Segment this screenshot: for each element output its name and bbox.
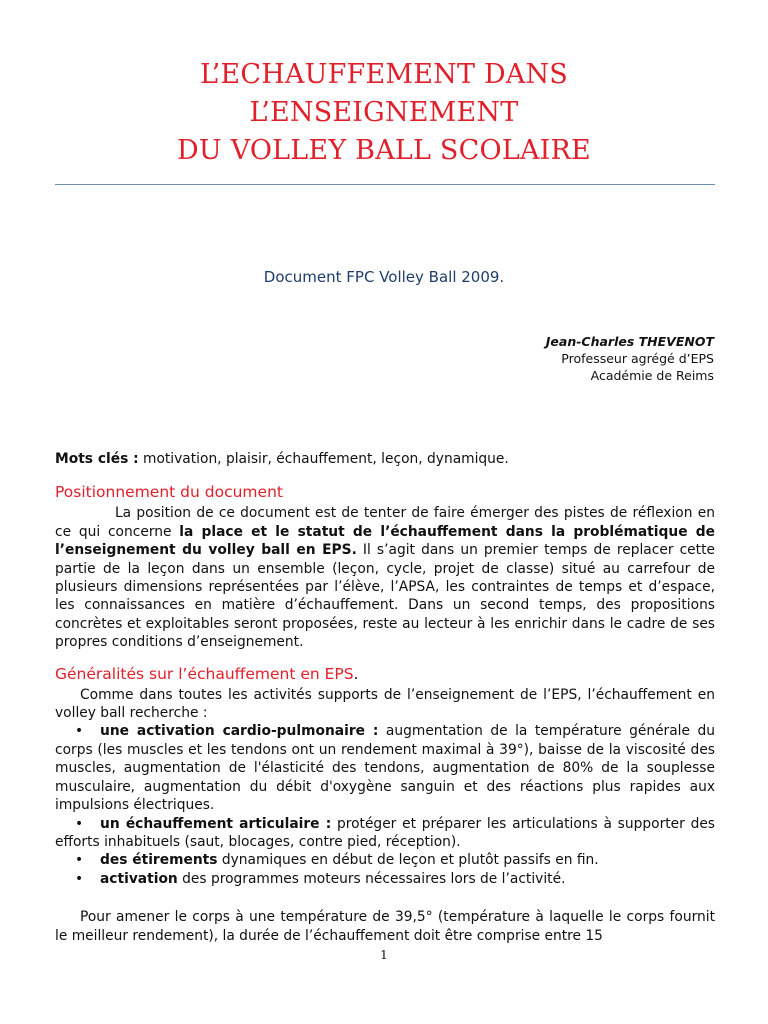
title-line-3: DU VOLLEY BALL SCOLAIRE xyxy=(177,135,591,166)
page-number: 1 xyxy=(380,948,388,962)
list-item-bold: un échauffement articulaire : xyxy=(100,815,332,832)
section1-text-bold: la place et le statut de l’échauffement dans la problématique de l’enseignement du volley ball en EPS. xyxy=(55,523,715,559)
list-item-text: augmentation de la température générale du corps (les muscles et les tendons ont un rendement maximal à 39°), baisse de la viscosité des muscles, augmentation de l'élasticité des tendons, augmentation de 80% de la souplesse musculaire, augmentation du débit d'oxygène sanguin et des réactions plus rapides aux impulsions électriques. xyxy=(55,723,715,814)
list-item-bold: une activation cardio-pulmonaire : xyxy=(100,723,379,740)
title-divider xyxy=(55,184,715,185)
list-item xyxy=(55,815,715,852)
list-item xyxy=(55,722,715,814)
author-institution: Académie de Reims xyxy=(590,368,714,383)
keywords-label: Mots clés : xyxy=(55,451,139,467)
author-role: Professeur agrégé d’EPS xyxy=(561,351,714,366)
bullet-icon: • xyxy=(75,870,84,887)
bullet-icon: • xyxy=(75,815,84,832)
document-body xyxy=(55,450,715,945)
author-block xyxy=(546,333,714,384)
title-line-1: L’ECHAUFFEMENT DANS xyxy=(199,59,569,90)
bullet-icon: • xyxy=(75,723,84,740)
list-item-text: dynamiques en début de leçon et plutôt passifs en fin. xyxy=(217,852,599,869)
list-item-bold: des étirements xyxy=(100,852,218,869)
section2-closing: Pour amener le corps à une température de 39,5° (température à laquelle le corps fournit le meilleur rendement), la durée de l’échauffement doit être comprise entre 15 xyxy=(55,909,715,944)
list-item-text: des programmes moteurs nécessaires lors de l’activité. xyxy=(177,870,566,887)
section1-text-c: Il s’agit dans un premier temps de replacer cette partie de la leçon dans un ensemble (leçon, cycle, projet de classe) situé au carrefour de plusieurs dimensions représentées par l’élève, l’APSA, les contraintes de temps et d’espace, les connaissances en matière d’échauffement. Dans un second temps, des propositions concrètes et exploitables seront proposées, reste au lecteur à les enrichir dans le cadre de ses propres conditions d’enseignement. xyxy=(55,542,715,651)
author-name: Jean-Charles THEVENOT xyxy=(545,334,714,349)
bullet-list xyxy=(55,722,715,888)
keywords-line xyxy=(55,450,715,468)
list-item xyxy=(55,870,715,888)
document-subtitle: Document FPC Volley Ball 2009. xyxy=(263,268,505,286)
section-heading-positionnement: Positionnement du document xyxy=(55,483,283,502)
document-title xyxy=(0,56,768,170)
list-item-text: protéger et préparer les articulations à supporter des efforts inhabituels (saut, blocages, contre pied, réception). xyxy=(55,815,715,850)
list-item xyxy=(55,851,715,869)
bullet-icon: • xyxy=(75,852,84,869)
section1-text-a: La position de ce document est de tenter de faire émerger des pistes de réflexion en ce qui concerne xyxy=(55,505,715,540)
section-heading-generalites: Généralités sur l’échauffement en EPS. xyxy=(55,664,359,683)
title-line-2: L’ENSEIGNEMENT xyxy=(249,97,519,128)
keywords-text: motivation, plaisir, échauffement, leçon, dynamique. xyxy=(138,451,509,467)
list-item-bold: activation xyxy=(100,870,178,887)
section1-paragraph xyxy=(55,504,715,651)
section2-heading-text: Généralités sur l’échauffement en EPS xyxy=(55,664,354,683)
section2-intro: Comme dans toutes les activités supports de l’enseignement de l’EPS, l’échauffement en volley ball recherche : xyxy=(55,686,715,722)
